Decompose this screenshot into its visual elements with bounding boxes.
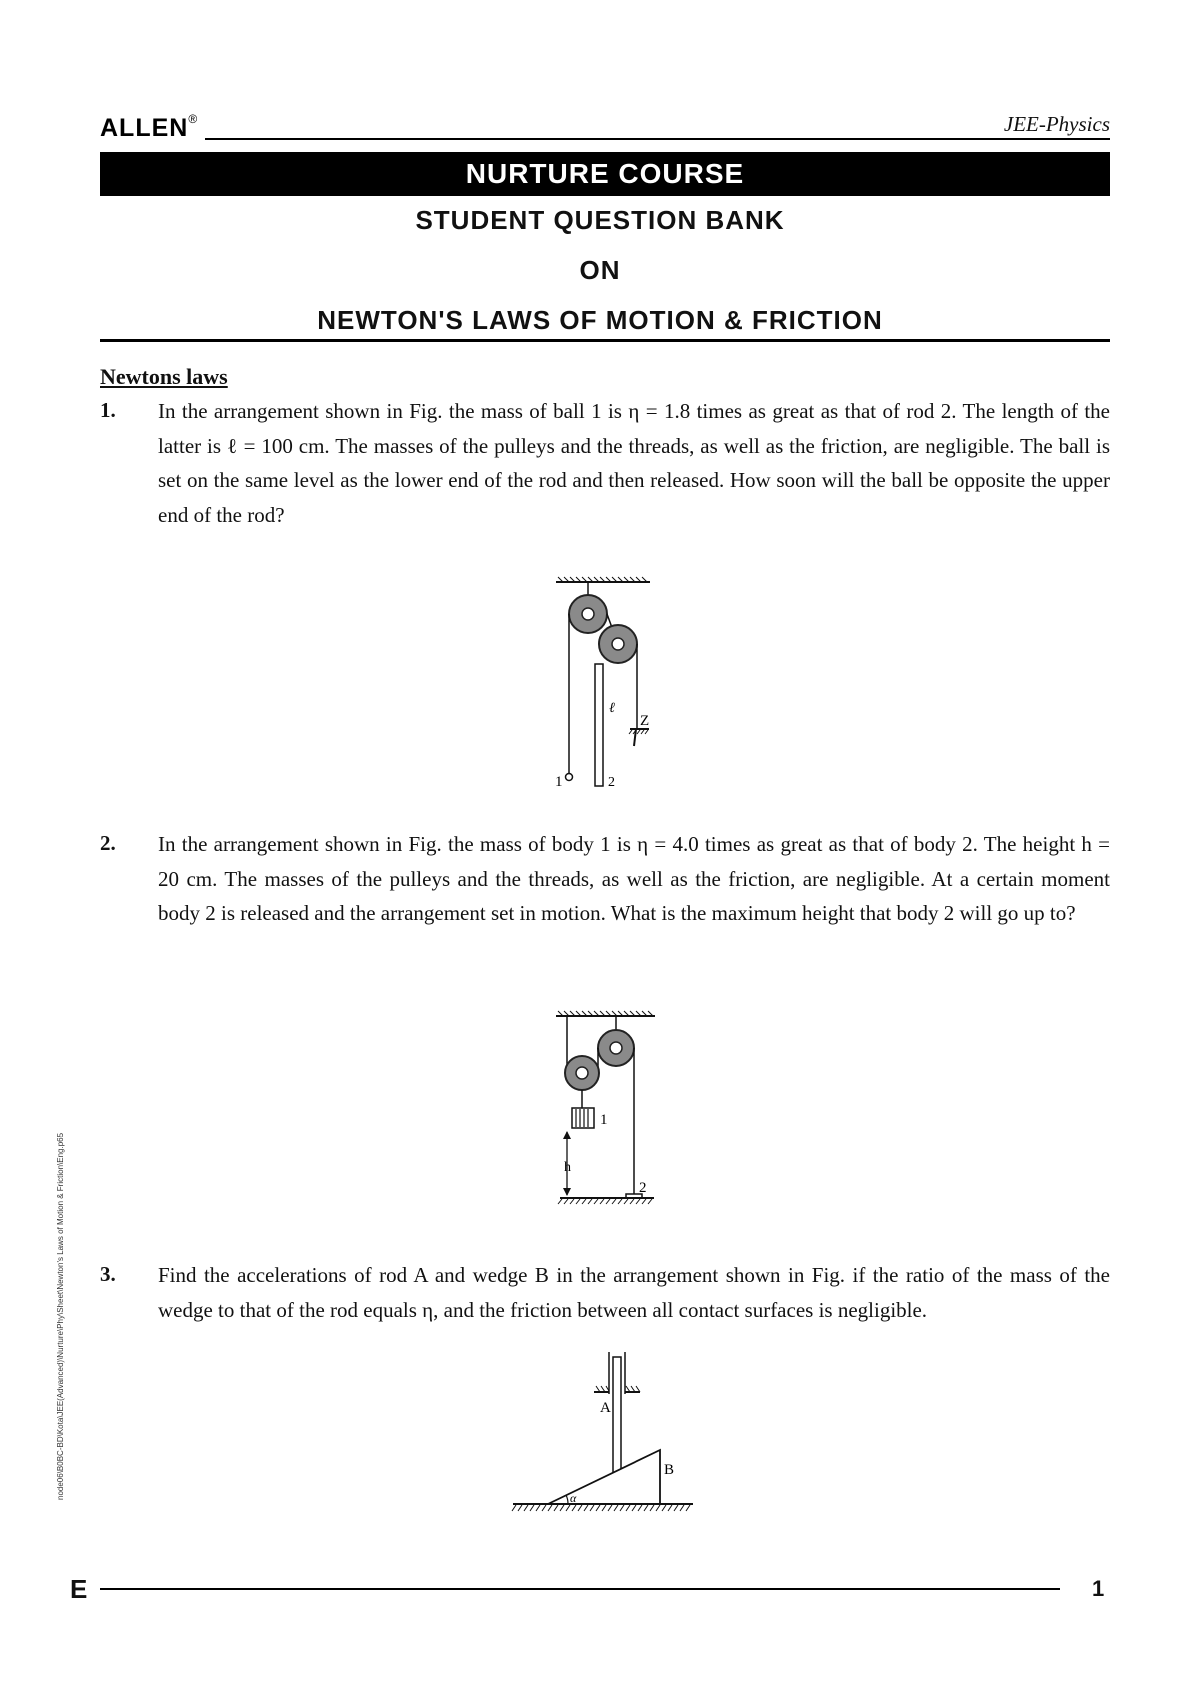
length-label: ℓ bbox=[609, 701, 615, 716]
body-1-label: 1 bbox=[600, 1112, 608, 1128]
ball-label: 1 bbox=[555, 774, 563, 789]
fixed-pulley bbox=[598, 1030, 634, 1066]
question-number: 2. bbox=[100, 831, 116, 855]
rod-a-shape bbox=[613, 1357, 621, 1475]
page-number: 1 bbox=[1092, 1576, 1105, 1601]
ball-icon bbox=[566, 774, 573, 781]
body-2-label: 2 bbox=[639, 1180, 647, 1196]
ceiling-hatch bbox=[556, 1011, 655, 1016]
title-line-1: STUDENT QUESTION BANK bbox=[415, 205, 785, 235]
question-text: In the arrangement shown in Fig. the mass of ball 1 is η = 1.8 times as great as that of rod 2. The length of the latter is ℓ = 100 cm. The masses of the pulleys and the threads, as well as the friction, are negligible. The ball is set on the same level as the lower end of the rod and then released. How soon will the ball be opposite the upper end of the rod? bbox=[158, 399, 1110, 527]
subject-label: JEE-Physics bbox=[1003, 112, 1110, 136]
floor-bracket bbox=[629, 729, 649, 746]
side-file-path: node06\B0BC-BD\Kota\JEE(Advanced)\Nurture\Phy\Sheet\Newton's Laws of Motion & Friction\Eng.p65 bbox=[56, 1132, 65, 1500]
course-banner: NURTURE COURSE bbox=[100, 152, 1110, 196]
movable-pulley bbox=[565, 1056, 599, 1090]
brand-name: ALLEN bbox=[100, 114, 189, 142]
footer-rule bbox=[100, 1588, 1060, 1590]
ceiling-hatch bbox=[556, 577, 650, 582]
question-number: 3. bbox=[100, 1262, 116, 1286]
question-number: 1. bbox=[100, 398, 116, 422]
wedge-b-shape bbox=[548, 1450, 660, 1504]
angle-label: α bbox=[570, 1491, 577, 1505]
z-label: Z bbox=[640, 713, 650, 729]
figure-rod-wedge bbox=[508, 1352, 698, 1517]
question-text: In the arrangement shown in Fig. the mass of body 1 is η = 4.0 times as great as that of body 2. The height h = 20 cm. The masses of the pulleys and the threads, as well as the friction, are negligible. At a certain moment body 2 is released and the arrangement set in motion. What is the maximum height that body 2 will go up to? bbox=[158, 832, 1110, 925]
header-rule bbox=[205, 138, 1110, 140]
rod-a-label: A bbox=[600, 1400, 611, 1416]
body-1-block bbox=[572, 1108, 594, 1128]
section-title: Newtons laws bbox=[100, 364, 228, 389]
title-line-2: ON bbox=[579, 255, 621, 285]
ground-hatch bbox=[512, 1504, 693, 1511]
brand-logo bbox=[100, 114, 198, 143]
wedge-b-label: B bbox=[664, 1462, 675, 1478]
registered-mark: ® bbox=[188, 112, 199, 126]
figure-pulley-rod bbox=[550, 574, 660, 789]
figure-pulley-block bbox=[550, 1008, 665, 1213]
title-line-3: NEWTON'S LAWS OF MOTION & FRICTION bbox=[317, 305, 883, 335]
question-text: Find the accelerations of rod A and wedge B in the arrangement shown in Fig. if the ratio of the mass of the wedge to that of the rod equals η, and the friction between all contact surfaces is negligible. bbox=[158, 1263, 1110, 1322]
fixed-pulley bbox=[569, 595, 607, 633]
rod-shape bbox=[595, 664, 603, 786]
floor-hatch bbox=[558, 1198, 654, 1204]
footer-letter: E bbox=[70, 1574, 88, 1604]
height-label: h bbox=[564, 1160, 571, 1175]
movable-pulley bbox=[599, 625, 637, 663]
rod-label: 2 bbox=[608, 775, 615, 789]
title-rule bbox=[100, 339, 1110, 342]
